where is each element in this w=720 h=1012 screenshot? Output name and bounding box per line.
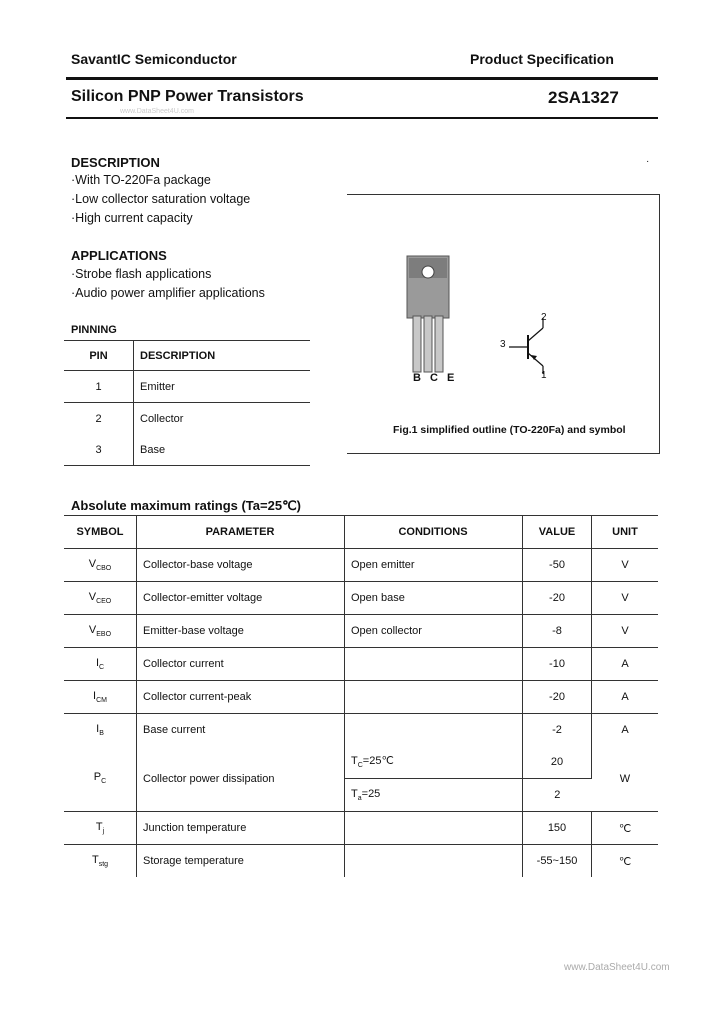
- pin-description: Emitter: [134, 371, 311, 403]
- symbol-cell: $V_{EBO}$: [64, 615, 137, 648]
- unit-cell: A: [621, 724, 629, 736]
- parameter-cell: Collector power dissipation: [137, 746, 345, 812]
- table-row: [64, 403, 310, 435]
- list-item: ·High current capacity: [71, 211, 193, 225]
- product-line: Silicon PNP Power Transistors: [71, 88, 304, 105]
- parameter-cell: Collector-emitter voltage: [137, 582, 345, 615]
- parameter-cell: Base current: [137, 714, 345, 747]
- table-row: [64, 812, 658, 845]
- table-row: [64, 341, 310, 371]
- header-rule: [66, 77, 658, 80]
- applications-heading: APPLICATIONS: [71, 248, 167, 263]
- table-row: [64, 714, 658, 747]
- description-heading: DESCRIPTION: [71, 155, 160, 170]
- symbol-cell: $I_C$: [64, 648, 137, 681]
- col-header: CONDITIONS: [345, 516, 523, 549]
- col-header: SYMBOL: [64, 516, 137, 549]
- unit-cell: V: [592, 615, 659, 648]
- symbol-cell: $V_{CBO}$: [64, 549, 137, 582]
- symbol-pin2-label: 2: [541, 312, 547, 323]
- parameter-cell: Collector current: [137, 648, 345, 681]
- value-cell: -20: [523, 681, 592, 714]
- symbol-cell: $T_j$: [64, 812, 137, 845]
- table-row: [64, 371, 310, 403]
- footer-watermark: www.DataSheet4U.com: [564, 962, 670, 973]
- ratings-table: [64, 515, 658, 877]
- watermark: www.DataSheet4U.com: [120, 108, 194, 115]
- to220-package-drawing: [395, 250, 465, 385]
- col-header: VALUE: [523, 516, 592, 549]
- symbol-pin3-label: 3: [500, 339, 506, 350]
- value-cell: -20: [523, 582, 592, 615]
- symbol-cell: $I_{CM}$: [64, 681, 137, 714]
- ratings-heading: Absolute maximum ratings (Ta=25℃): [71, 498, 301, 513]
- condition-cell: Open base: [345, 582, 523, 615]
- table-row: [64, 434, 310, 466]
- value-cell: 2: [523, 779, 592, 812]
- description-list: [71, 171, 250, 228]
- pin-number: 1: [64, 371, 134, 403]
- pin-number: 3: [64, 434, 134, 466]
- list-item: ·Audio power amplifier applications: [71, 286, 265, 300]
- condition-cell: [345, 648, 523, 681]
- unit-cell: ℃: [618, 855, 632, 868]
- condition-cell: $T_C=25℃$: [345, 746, 523, 779]
- condition-cell: [345, 714, 523, 747]
- table-row: [64, 615, 658, 648]
- desc-col-header: DESCRIPTION: [134, 341, 311, 371]
- title-rule: [66, 117, 658, 119]
- parameter-cell: Emitter-base voltage: [137, 615, 345, 648]
- pin-description: Base: [134, 434, 311, 466]
- table-row: [64, 516, 658, 549]
- list-item: ·Strobe flash applications: [71, 267, 212, 281]
- symbol-cell: $I_B$: [64, 714, 137, 747]
- package-pin-letters: B C E: [413, 372, 458, 384]
- value-cell: -2: [523, 714, 592, 747]
- table-row: [64, 746, 658, 779]
- value-cell: 150: [523, 812, 592, 845]
- condition-cell: Open collector: [345, 615, 523, 648]
- symbol-pin1-label: 1: [541, 370, 547, 381]
- table-row: [64, 648, 658, 681]
- parameter-cell: Collector current-peak: [137, 681, 345, 714]
- col-header: UNIT: [592, 516, 659, 549]
- value-cell: -50: [523, 549, 592, 582]
- unit-cell: A: [592, 648, 659, 681]
- table-row: [64, 845, 658, 878]
- value-cell: -8: [523, 615, 592, 648]
- company-name: SavantIC Semiconductor: [71, 51, 237, 67]
- part-number: 2SA1327: [548, 88, 619, 107]
- applications-list: [71, 265, 265, 303]
- symbol-cell: $T_{stg}$: [64, 845, 137, 878]
- unit-cell: ℃: [592, 812, 659, 845]
- parameter-cell: Junction temperature: [137, 812, 345, 845]
- unit-cell: V: [592, 549, 659, 582]
- stray-dot: ·: [646, 156, 650, 167]
- unit-cell: A: [592, 681, 659, 714]
- table-row: [64, 582, 658, 615]
- table-row: [64, 549, 658, 582]
- value-cell: -55~150: [523, 845, 592, 878]
- parameter-cell: Collector-base voltage: [137, 549, 345, 582]
- symbol-cell: $V_{CEO}$: [64, 582, 137, 615]
- condition-cell: $T_a=25$: [345, 779, 523, 812]
- pin-number: 2: [64, 403, 134, 435]
- unit-cell: V: [592, 582, 659, 615]
- condition-cell: Open emitter: [345, 549, 523, 582]
- value-cell: 20: [523, 746, 592, 779]
- parameter-cell: Storage temperature: [137, 845, 345, 878]
- pinning-heading: PINNING: [71, 324, 117, 336]
- pin-description: Collector: [140, 412, 184, 425]
- symbol-cell: $P_C$: [64, 746, 137, 812]
- unit-cell: W: [592, 746, 659, 812]
- figure-caption: Fig.1 simplified outline (TO-220Fa) and symbol: [393, 424, 626, 436]
- condition-cell: [345, 681, 523, 714]
- doc-type: Product Specification: [470, 51, 614, 67]
- table-row: [64, 681, 658, 714]
- condition-cell: [345, 845, 523, 878]
- col-header: PARAMETER: [137, 516, 345, 549]
- pinning-table: [64, 340, 310, 466]
- condition-cell: [345, 812, 523, 845]
- value-cell: -10: [523, 648, 592, 681]
- list-item: ·Low collector saturation voltage: [71, 192, 251, 206]
- list-item: ·With TO-220Fa package: [71, 173, 211, 187]
- pin-col-header: PIN: [64, 341, 134, 371]
